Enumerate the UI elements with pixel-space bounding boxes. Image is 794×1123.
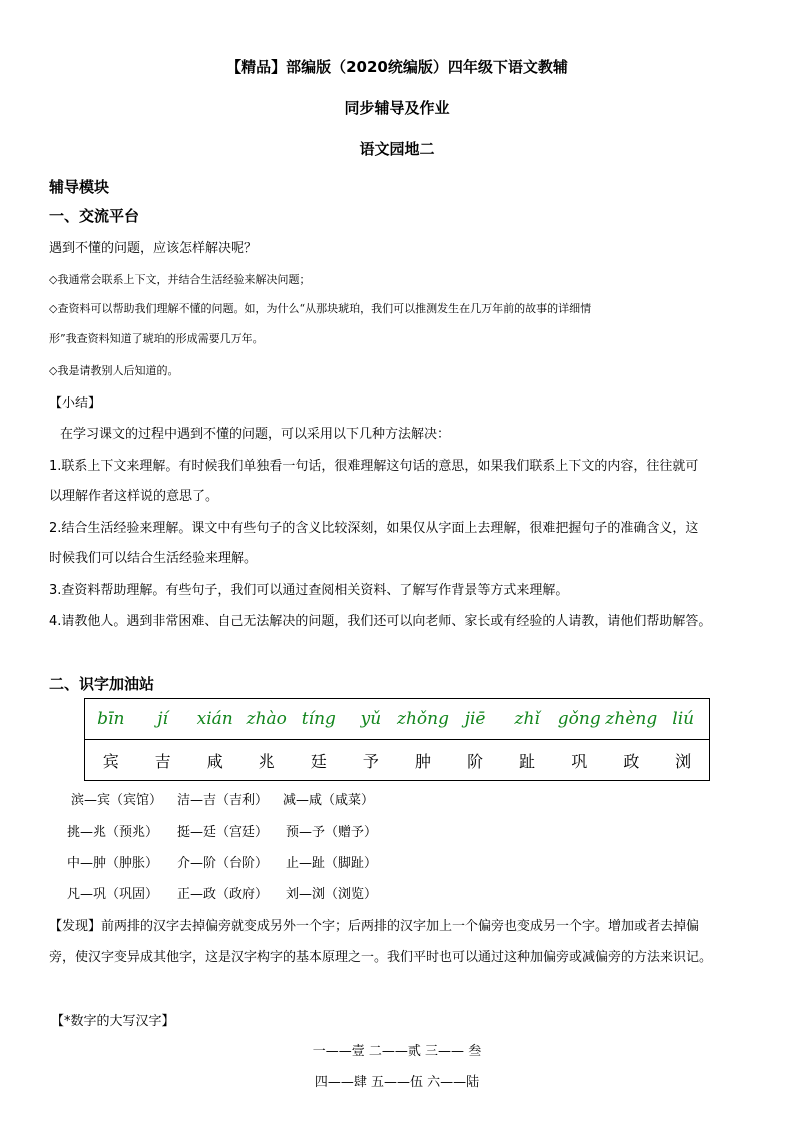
pinyin-row [85,699,710,740]
word-pair: 减—咸（咸菜） [283,793,375,808]
hanzi-cell: 兆 [258,751,275,771]
lesson-title: 语文园地二 [359,140,435,158]
document-subtitle: 同步辅导及作业 [344,99,450,117]
word-pair: 介—阶（台阶） [177,856,269,871]
pinyin-cell: zhèng [605,699,657,740]
word-pair-row [67,852,377,871]
pinyin-cell: tíng [293,699,345,740]
hanzi-cell: 廷 [310,751,327,771]
pinyin-cell: zhǒng [397,699,449,740]
hanzi-cell: 肿 [415,751,432,771]
summary-point: 时候我们可以结合生活经验来理解。 [49,551,258,566]
word-pair: 洁—吉（吉利） [177,793,269,808]
answer-item: ◇我是请教别人后知道的。 [49,364,179,377]
hanzi-cell: 宾 [102,751,119,771]
word-pair-row [71,789,374,808]
pinyin-character-table [84,698,710,781]
word-pair: 中—肿（肿胀） [67,856,159,871]
summary-point: 4.请教他人。遇到非常困难、自己无法解决的问题，我们还可以向老师、家长或有经验的人请教，请他们帮助解答。 [49,614,712,629]
pinyin-cell: jí [137,699,189,740]
word-pair: 滨—宾（宾馆） [71,793,163,808]
document-title: 【精品】部编版（2020统编版）四年级下语文教辅 [226,58,568,76]
pinyin-cell: yǔ [345,699,397,740]
section-heading-exchange: 一、交流平台 [49,207,140,225]
pinyin-cell: jiē [449,699,501,740]
pinyin-cell: bīn [85,699,137,740]
summary-point: 1.联系上下文来理解。有时候我们单独看一句话，很难理解这句话的意思，如果我们联系上下文的内容，往往就可 [49,459,699,474]
answer-item: ◇查资料可以帮助我们理解不懂的问题。如，为什么“从那块琥珀，我们可以推测发生在几万年前的故事的详细情 [49,302,592,315]
pinyin-cell: gǒng [553,699,605,740]
pinyin-cell: liú [657,699,709,740]
summary-intro: 在学习课文的过程中遇到不懂的问题，可以采用以下几种方法解决： [60,427,451,442]
module-title: 辅导模块 [49,178,110,196]
answer-item: 形”我查资料知道了琥珀的形成需要几万年。 [49,332,264,345]
hanzi-cell: 吉 [154,751,171,771]
pinyin-cell: zhào [241,699,293,740]
hanzi-cell: 趾 [519,751,536,771]
summary-point: 以理解作者这样说的意思了。 [49,489,219,504]
numeral-row: 四——肆 五——伍 六——陆 [314,1075,480,1090]
pinyin-cell: xián [189,699,241,740]
hanzi-row [85,740,710,781]
word-pair-row [67,821,377,840]
hanzi-cell: 巩 [571,751,588,771]
word-pair: 挑—兆（预兆） [67,825,159,840]
word-pair: 预—予（赠予） [286,825,378,840]
word-pair: 凡—巩（巩固） [67,887,159,902]
word-pair: 正—政（政府） [177,887,269,902]
numeral-heading: 【*数字的大写汉字】 [51,1014,175,1029]
word-pair-row [67,883,377,902]
hanzi-cell: 阶 [467,751,484,771]
summary-label: 【小结】 [49,396,102,411]
summary-point: 3.查资料帮助理解。有些句子，我们可以通过查阅相关资料、了解写作背景等方式来理解。 [49,583,569,598]
word-pair: 刘—浏（浏览） [286,887,378,902]
section-heading-literacy: 二、识字加油站 [49,675,155,693]
summary-point: 2.结合生活经验来理解。课文中有些句子的含义比较深刻，如果仅从字面上去理解，很难把握句子的准确含义，这 [49,521,699,536]
numeral-row: 一——壹 二——贰 三—— 叁 [312,1044,482,1059]
discovery-text: 旁，使汉字变异成其他字，这是汉字构字的基本原理之一。我们平时也可以通过这种加偏旁或减偏旁的方法来识记。 [49,950,713,965]
hanzi-cell: 予 [362,751,379,771]
question-text: 遇到不懂的问题，应该怎样解决呢？ [49,241,258,256]
hanzi-cell: 浏 [675,751,692,771]
word-pair: 止—趾（脚趾） [286,856,378,871]
answer-item: ◇我通常会联系上下文，并结合生活经验来解决问题； [49,273,311,286]
hanzi-cell: 政 [623,751,640,771]
discovery-text: 【发现】前两排的汉字去掉偏旁就变成另外一个字；后两排的汉字加上一个偏旁也变成另一个字。增加或者去掉偏 [49,919,700,934]
word-pair: 挺—廷（宫廷） [177,825,269,840]
pinyin-cell: zhǐ [501,699,553,740]
hanzi-cell: 咸 [206,751,223,771]
